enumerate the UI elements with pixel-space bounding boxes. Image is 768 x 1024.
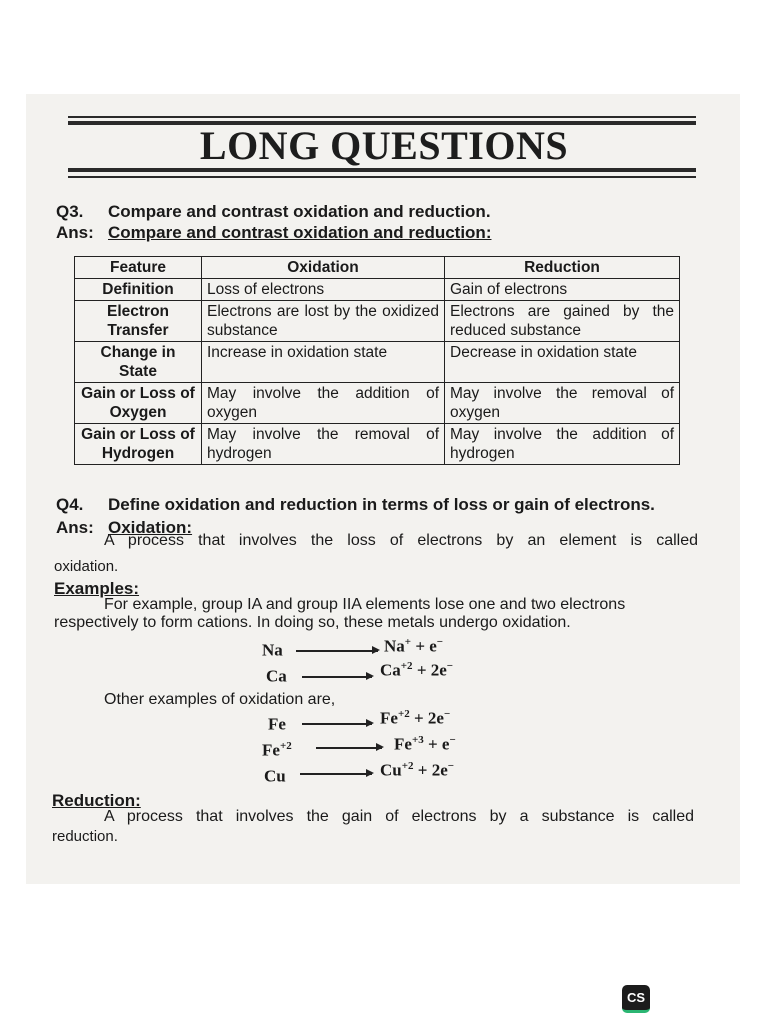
table-header-row <box>75 257 680 279</box>
q3-ans-heading: Compare and contrast oxidation and reduction: <box>108 223 492 242</box>
oxidation-cell: May involve the removal of hydrogen <box>202 424 445 465</box>
arrow-icon <box>302 723 372 725</box>
oxidation-cell: Loss of electrons <box>202 279 445 301</box>
oxidation-heading: Oxidation: <box>108 518 193 537</box>
header-oxidation: Oxidation <box>202 257 445 279</box>
other-examples-text: Other examples of oxidation are, <box>104 691 336 708</box>
reduction-definition-line-1: A process that involves the gain of electrons by a substance is called <box>104 808 694 825</box>
comparison-table <box>74 256 680 465</box>
oxidation-cell: Electrons are lost by the oxidized substance <box>202 301 445 342</box>
q3-answer-row <box>56 223 696 245</box>
examples-heading: Examples: <box>54 579 140 598</box>
product: $Ca^{+2} + 2e^-$ <box>380 660 454 680</box>
oxidation-definition-line-1: A process that involves the loss of electrons by an element is called <box>104 532 698 549</box>
title-rule-top <box>68 116 696 118</box>
q4-ans-label: Ans: <box>56 518 94 537</box>
reduction-cell: May involve the removal of oxygen <box>445 383 680 424</box>
reduction-cell: May involve the addition of hydrogen <box>445 424 680 465</box>
oxidation-cell: May involve the addition of oxygen <box>202 383 445 424</box>
title-rule-bottom <box>68 168 696 172</box>
table-row <box>75 424 680 465</box>
reactant: Na <box>262 640 283 660</box>
feature-cell: Gain or Loss of Oxygen <box>75 383 202 424</box>
reduction-definition-line-2: reduction. <box>52 828 118 845</box>
arrow-icon <box>302 676 372 678</box>
reactant: $Fe^{+2}$ <box>262 740 292 760</box>
header-reduction: Reduction <box>445 257 680 279</box>
table-row <box>75 383 680 424</box>
header-feature: Feature <box>75 257 202 279</box>
examples-line-1: For example, group IA and group IIA elements lose one and two electrons <box>104 596 626 613</box>
arrow-icon <box>296 650 378 652</box>
reduction-heading: Reduction: <box>52 791 141 810</box>
q4-question-row <box>56 495 706 517</box>
q3-ans-label: Ans: <box>56 223 94 242</box>
oxidation-definition-line-2: oxidation. <box>54 558 119 575</box>
table-row <box>75 279 680 301</box>
table-row <box>75 301 680 342</box>
title-rule-bottom-2 <box>68 176 696 178</box>
arrow-icon <box>316 747 382 749</box>
feature-cell: Change in State <box>75 342 202 383</box>
camscanner-logo: CS <box>622 985 650 1013</box>
product: Na+ + e− <box>384 636 444 656</box>
feature-cell: Definition <box>75 279 202 301</box>
table-row <box>75 342 680 383</box>
reactant: Fe <box>268 714 286 734</box>
q3-question: Compare and contrast oxidation and reduction. <box>108 202 491 221</box>
q4-question: Define oxidation and reduction in terms of loss or gain of electrons. <box>108 495 655 514</box>
examples-line-2: respectively to form cations. In doing so, these metals undergo oxidation. <box>54 614 571 631</box>
feature-cell: Gain or Loss of Hydrogen <box>75 424 202 465</box>
reduction-cell: Electrons are gained by the reduced substance <box>445 301 680 342</box>
page-title: LONG QUESTIONS <box>199 123 569 168</box>
reduction-cell: Decrease in oxidation state <box>445 342 680 383</box>
reactant: Ca <box>266 666 287 686</box>
oxidation-cell: Increase in oxidation state <box>202 342 445 383</box>
product: $Fe^{+3} + e^-$ <box>394 734 456 754</box>
feature-cell: Electron Transfer <box>75 301 202 342</box>
product: $Fe^{+2} + 2e^-$ <box>380 708 451 728</box>
product: $Cu^{+2} + 2e^-$ <box>380 760 455 780</box>
q4-number: Q4. <box>56 495 84 514</box>
arrow-icon <box>300 773 372 775</box>
q3-number: Q3. <box>56 202 84 221</box>
reduction-cell: Gain of electrons <box>445 279 680 301</box>
q3-question-row <box>56 202 696 224</box>
reactant: Cu <box>264 766 286 786</box>
